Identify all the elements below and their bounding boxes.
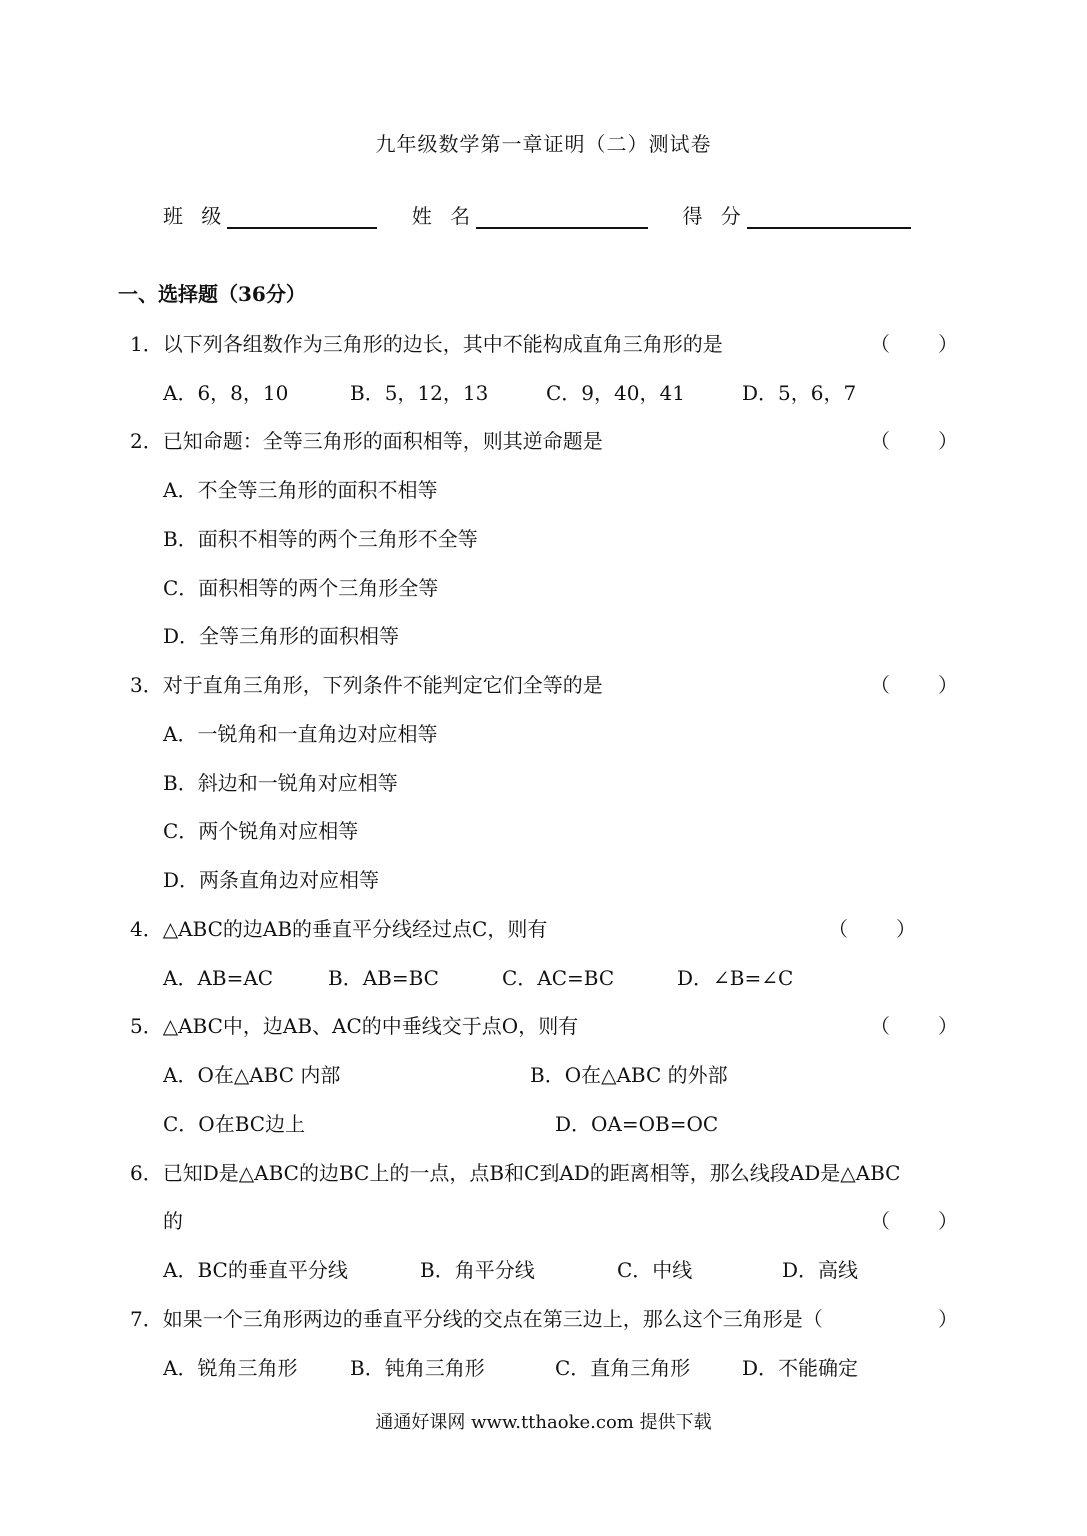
answer-paren: （）: [870, 429, 1006, 453]
option-a: A．O在△ABC 内部: [163, 1063, 341, 1087]
question-6-stem-continued: 的: [163, 1209, 183, 1233]
student-info-row: [163, 200, 911, 229]
name-blank: [476, 201, 648, 229]
question-1-stem: 1．以下列各组数作为三角形的边长，其中不能构成直角三角形的是: [130, 332, 723, 356]
option-c: C．中线: [617, 1258, 693, 1282]
option-b: B．斜边和一锐角对应相等: [163, 771, 398, 795]
score-label: 得 分: [682, 204, 747, 228]
score-blank: [747, 201, 911, 229]
question-4-stem: 4．△ABC的边AB的垂直平分线经过点C，则有: [130, 917, 548, 941]
answer-paren: （）: [870, 332, 1006, 356]
option-b: B．5，12，13: [350, 381, 489, 405]
option-c: C．9，40，41: [546, 381, 685, 405]
option-a: A．BC的垂直平分线: [163, 1258, 348, 1282]
answer-paren: （）: [828, 917, 964, 941]
answer-paren: （）: [870, 1014, 1006, 1038]
option-d: D．两条直角边对应相等: [163, 868, 380, 892]
question-7-paren-close: ）: [938, 1307, 958, 1331]
class-blank: [227, 201, 377, 229]
section-heading: 一、选择题（36分）: [118, 282, 306, 306]
option-c: C．面积相等的两个三角形全等: [163, 576, 439, 600]
option-b: B．面积不相等的两个三角形不全等: [163, 527, 478, 551]
option-d: D．不能确定: [742, 1356, 859, 1380]
option-b: B．角平分线: [420, 1258, 535, 1282]
class-label: 班 级: [163, 204, 228, 228]
option-a: A．AB=AC: [163, 966, 274, 990]
page-footer: 通通好课网 www.tthaoke.com 提供下载: [375, 1412, 712, 1433]
option-b: B．O在△ABC 的外部: [530, 1063, 728, 1087]
option-d: D．高线: [782, 1258, 859, 1282]
question-7-stem: 7．如果一个三角形两边的垂直平分线的交点在第三边上，那么这个三角形是（: [130, 1307, 823, 1331]
option-b: B．钝角三角形: [350, 1356, 485, 1380]
option-d: D．OA=OB=OC: [555, 1112, 719, 1136]
name-label: 姓 名: [411, 204, 477, 228]
question-2-stem: 2．已知命题：全等三角形的面积相等，则其逆命题是: [130, 429, 603, 453]
question-5-stem: 5．△ABC中，边AB、AC的中垂线交于点O，则有: [130, 1014, 579, 1038]
option-c: C．直角三角形: [555, 1356, 691, 1380]
option-d: D．5，6，7: [742, 381, 857, 405]
answer-paren: （）: [870, 673, 1006, 697]
page-title: 九年级数学第一章证明（二）测试卷: [375, 132, 712, 156]
option-a: A．6，8，10: [163, 381, 289, 405]
question-3-stem: 3．对于直角三角形，下列条件不能判定它们全等的是: [130, 673, 603, 697]
option-d: D．∠B=∠C: [677, 966, 794, 990]
option-a: A．不全等三角形的面积不相等: [163, 478, 438, 502]
option-a: A．锐角三角形: [163, 1356, 298, 1380]
option-a: A．一锐角和一直角边对应相等: [163, 722, 438, 746]
option-c: C．两个锐角对应相等: [163, 819, 359, 843]
option-c: C．O在BC边上: [163, 1112, 306, 1136]
option-c: C．AC=BC: [502, 966, 615, 990]
option-b: B．AB=BC: [328, 966, 439, 990]
question-6-stem: 6．已知D是△ABC的边BC上的一点，点B和C到AD的距离相等，那么线段AD是△ABC: [130, 1161, 901, 1185]
answer-paren: （）: [870, 1209, 1006, 1233]
option-d: D．全等三角形的面积相等: [163, 624, 400, 648]
